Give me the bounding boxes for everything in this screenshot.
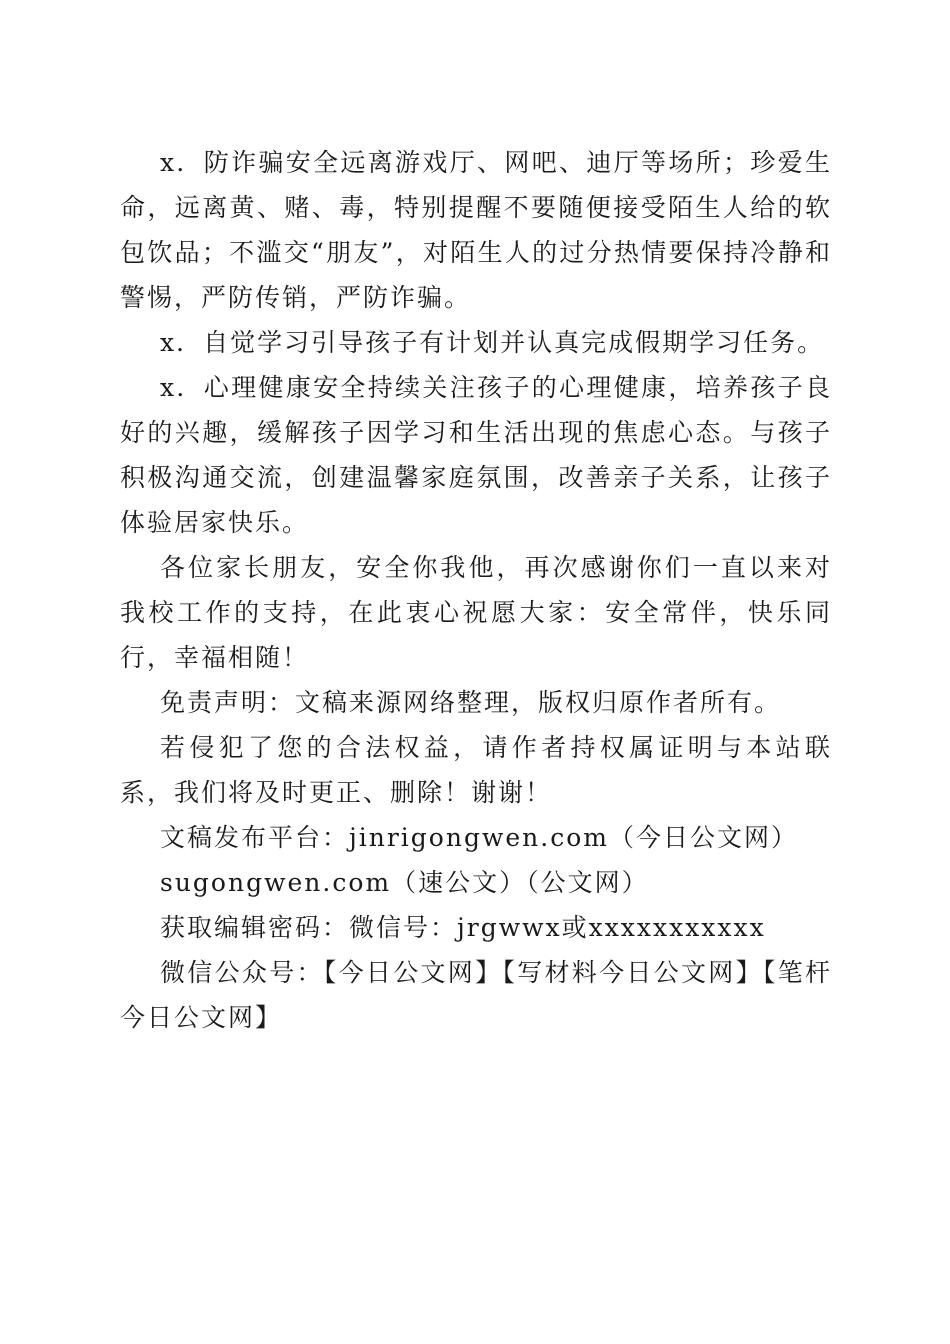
paragraph-sugongwen-site: sugongwen.com（速公文）（公文网） (160, 868, 649, 897)
document-body (120, 140, 832, 1040)
paragraph-publish-platform: 文稿发布平台：jinrigongwen.com（今日公文网） (160, 823, 798, 852)
paragraph-fraud-safety: x．防诈骗安全远离游戏厅、网吧、迪厅等场所；珍爱生命，远离黄、赌、毒，特别提醒不要随便接受陌生人给的软包饮品；不滥交“朋友”，对陌生人的过分热情要保持冷静和警惕，严防传销，严防诈骗。 (120, 148, 832, 312)
paragraph-infringement-notice: 若侵犯了您的合法权益，请作者持权属证明与本站联系，我们将及时更正、删除！谢谢！ (120, 733, 832, 807)
paragraph-edit-password: 获取编辑密码：微信号：jrgwwx或xxxxxxxxxxx (160, 913, 766, 942)
paragraph-mental-health: x．心理健康安全持续关注孩子的心理健康，培养孩子良好的兴趣，缓解孩子因学习和生活出现的焦虑心态。与孩子积极沟通交流，创建温馨家庭氛围，改善亲子关系，让孩子体验居家快乐。 (120, 373, 832, 537)
paragraph-closing-thanks: 各位家长朋友，安全你我他，再次感谢你们一直以来对我校工作的支持，在此衷心祝愿大家：安全常伴，快乐同行，幸福相随！ (120, 553, 832, 672)
paragraph-disclaimer: 免责声明：文稿来源网络整理，版权归原作者所有。 (160, 688, 782, 717)
paragraph-wechat-accounts: 微信公众号：【今日公文网】【写材料今日公文网】【笔杆今日公文网】 (120, 958, 832, 1032)
paragraph-study-tasks: x．自觉学习引导孩子有计划并认真完成假期学习任务。 (160, 328, 825, 357)
